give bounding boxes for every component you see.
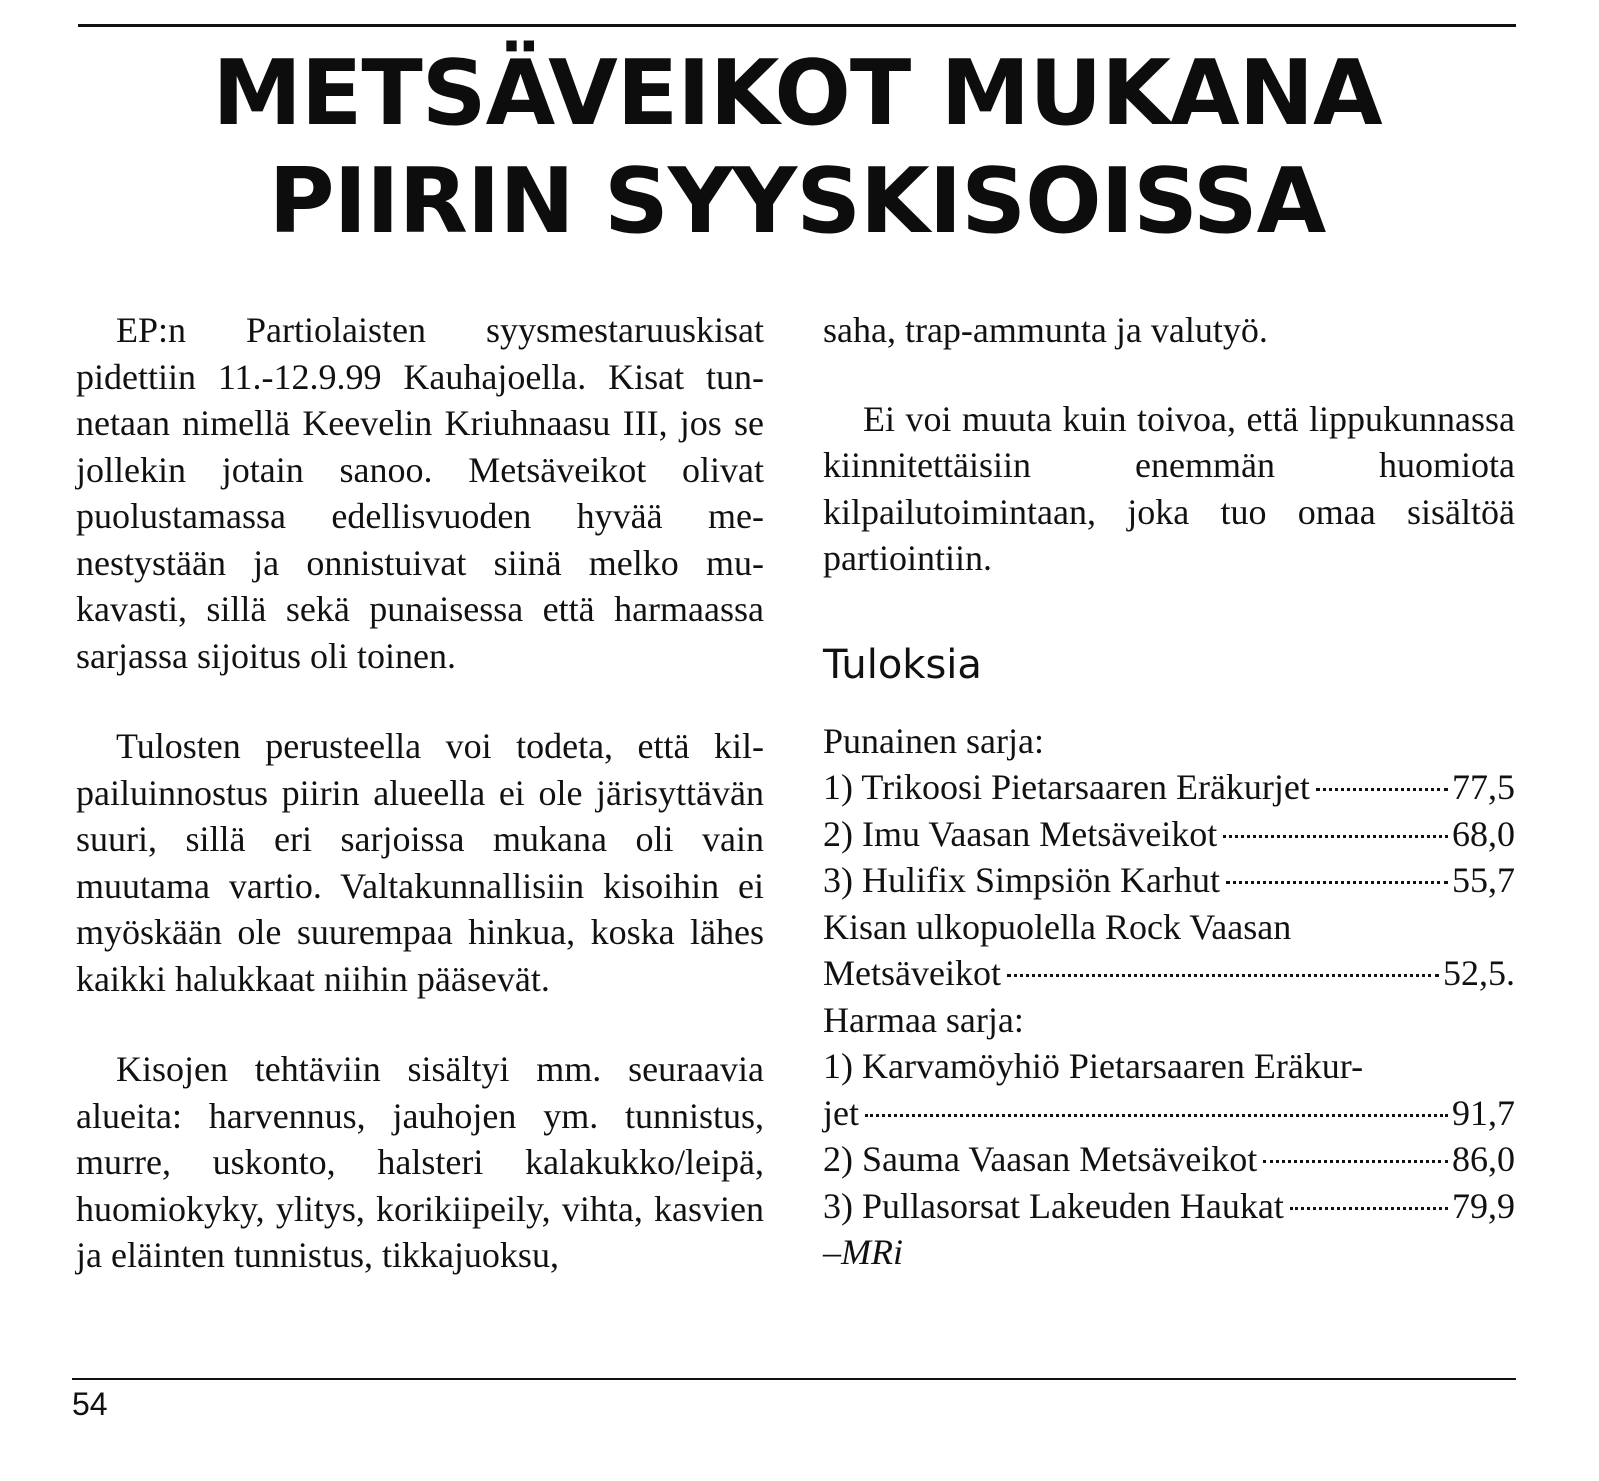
- series-label: Punainen sarja:: [823, 720, 1044, 761]
- body-paragraph: Tulosten perusteella voi todeta, että kilpailuinnostus piirin alueella ei ole järisyttävän suuri, sillä eri sarjoissa mukana oli vain muutama vartio. Valtakunnallisiin kisoihin ei myöskään ole suurempaa hinkua, koska lähes kaikki halukkaat niihin pääsevät.: [76, 726, 764, 999]
- author-signature: –MRi: [823, 1232, 903, 1272]
- result-score: 79,9: [1452, 1185, 1515, 1226]
- article-headline: [78, 40, 1516, 256]
- body-paragraph: Kisojen tehtäviin sisältyi mm. seuraavia alueita: harvennus, jauhojen ym. tunnistus, murre, uskonto, halsteri kalakukko/leipä, huomiokyky, ylitys, korikiipeily, vihta, kasvien ja eläinten tunnistus, tikkajuoksu,: [76, 1049, 764, 1275]
- results-grey-series: [823, 997, 1515, 1230]
- result-team: Metsäveikot: [823, 953, 1001, 993]
- dot-leader: [1223, 835, 1448, 838]
- result-score: 52,5.: [1443, 953, 1515, 993]
- result-score: 68,0: [1452, 813, 1515, 854]
- result-team: 3) Pullasorsat Lakeuden Haukat: [823, 1185, 1284, 1226]
- result-row: [823, 1136, 1515, 1183]
- page-number: 54: [72, 1386, 108, 1422]
- series-label: Harmaa sarja:: [823, 999, 1024, 1040]
- result-row: [823, 811, 1515, 858]
- results-red-series: [823, 718, 1515, 997]
- result-row: [823, 857, 1515, 904]
- dot-leader: [865, 1114, 1448, 1117]
- headline-line-1: METSÄVEIKOT MUKANA: [212, 41, 1382, 146]
- headline-line-2: PIIRIN SYYSKISOISSA: [268, 149, 1326, 254]
- result-score: 77,5: [1452, 767, 1515, 807]
- result-score: 91,7: [1452, 1092, 1515, 1133]
- body-paragraph: EP:n Partiolaisten syysmestaruuskisat pidettiin 11.-12.9.99 Kauhajoella. Kisat tunnetaan nimellä Keevelin Kriuhnaasu III, jos se jollekin jotain sanoo. Metsäveikot olivat puolustamassa edellisvuoden hyvää menestystään ja onnistuivat siinä melko mukavasti, sillä sekä punaisessa että harmaassa sarjassa sijoitus oli toinen.: [76, 310, 764, 676]
- result-team: 2) Imu Vaasan Metsäveikot: [823, 813, 1218, 854]
- left-column: [76, 307, 764, 1279]
- result-team-continuation: jet: [823, 1092, 859, 1133]
- top-rule: [78, 24, 1516, 27]
- dot-leader: [1263, 1160, 1448, 1163]
- result-team: 2) Sauma Vaasan Metsäveikot: [823, 1139, 1258, 1179]
- dot-leader: [1007, 974, 1439, 977]
- dot-leader: [1290, 1207, 1448, 1210]
- dot-leader: [1316, 788, 1448, 791]
- body-paragraph-continuation: saha, trap-ammunta ja valutyö.: [823, 310, 1268, 350]
- result-score: 55,7: [1452, 860, 1515, 900]
- result-team: 3) Hulifix Simpsiön Karhut: [823, 860, 1220, 900]
- result-row: [823, 1183, 1515, 1230]
- right-column: [823, 307, 1515, 1276]
- result-row: [823, 1090, 1515, 1137]
- result-score: 86,0: [1452, 1139, 1515, 1179]
- outside-competition-text: Kisan ulkopuolella Rock Vaasan: [823, 906, 1292, 947]
- results-heading: Tuloksia: [823, 641, 982, 688]
- result-team: 1) Trikoosi Pietarsaaren Eräkurjet: [823, 767, 1310, 807]
- body-paragraph: Ei voi muuta kuin toivoa, että lippukunnassa kiinnitettäisiin enemmän huomiota kilpailutoimintaan, joka tuo omaa sisältöä partiointiin.: [823, 398, 1515, 578]
- dot-leader: [1226, 881, 1448, 884]
- result-row: [823, 950, 1515, 997]
- result-team: 1) Karvamöyhiö Pietarsaaren Eräkur-: [823, 1046, 1364, 1086]
- result-row: [823, 764, 1515, 811]
- bottom-rule: [72, 1378, 1516, 1380]
